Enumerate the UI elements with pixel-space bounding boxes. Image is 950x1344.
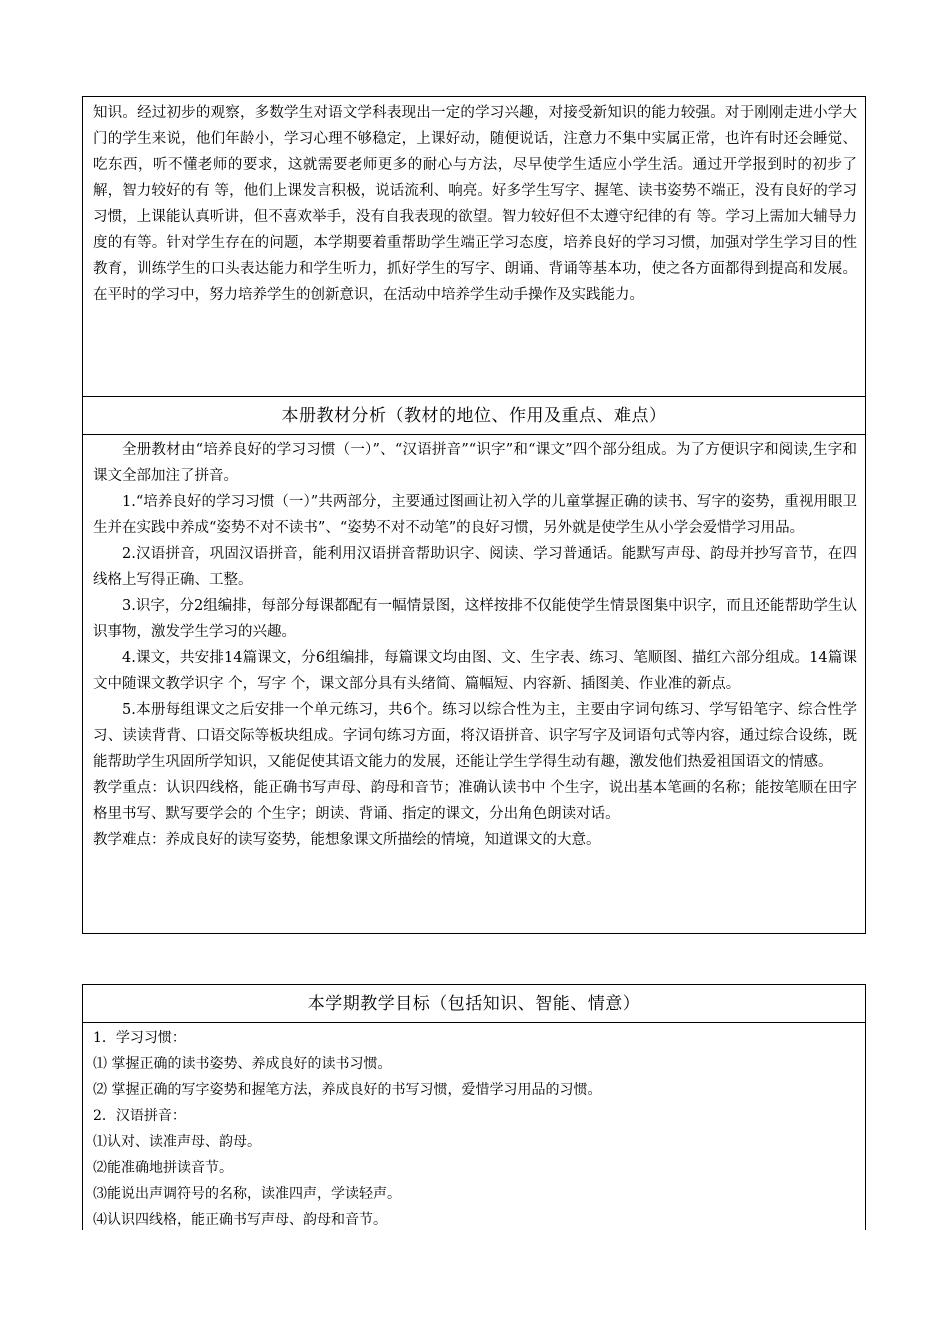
exercises-paragraph: 5.本册每组课文之后安排一个单元练习，共6个。练习以综合性为主，主要由字词句练习、学写铅笔字、综合性学习、读读背背、口语交际等板块组成。字词句练习方面，将汉语拼音、识字写字及词语句式等内容，通过综合设练，既能帮助学生巩固所学知识，又能促使其语文能力的发展，还能让学生学得生动有趣，激发他们热爱祖国语文的情感。 — [93, 702, 857, 770]
key-points-paragraph: 教学重点：认识四线格，能正确书写声母、韵母和音节；准确认读书中 个生字，说出基本笔画的名称；能按笔顺在田字格里书写、默写要学会的 个生字；朗读、背诵、指定的课文，分出角色朗读对话。 — [93, 780, 857, 822]
difficulties-paragraph: 教学难点：养成良好的读写姿势，能想象课文所描绘的情境，知道课文的大意。 — [93, 832, 601, 848]
student-analysis-box — [82, 96, 866, 397]
overview-paragraph: 全册教材由“培养良好的学习习惯（一）”、“汉语拼音”“识字”和“课文”四个部分组成。为了方便识字和阅读,生字和课文全部加注了拼音。 — [93, 442, 857, 484]
list-item: ⑴ 掌握正确的读书姿势、养成良好的读书习惯。 — [93, 1056, 392, 1072]
list-item: ⑵ 掌握正确的写字姿势和握笔方法，养成良好的书写习惯，爱惜学习用品的习惯。 — [93, 1082, 602, 1098]
textbook-analysis-box — [82, 396, 866, 934]
list-item: ⑴认对、读准声母、韵母。 — [93, 1134, 261, 1150]
literacy-paragraph: 3.识字，分2组编排，每部分每课都配有一幅情景图，这样按排不仅能使学生情景图集中识字，而且还能帮助学生认识事物，激发学生学习的兴趣。 — [93, 598, 857, 640]
list-item: 1．学习习惯： — [93, 1030, 186, 1046]
student-analysis-paragraph: 知识。经过初步的观察，多数学生对语文学科表现出一定的学习兴趣，对接受新知识的能力较强。对于刚刚走进小学大门的学生来说，他们年龄小，学习心理不够稳定，上课好动，随便说话，注意力不集中实属正常，也许有时还会睡觉、吃东西，听不懂老师的要求，这就需要老师更多的耐心与方法，尽早使学生适应小学生活。通过开学报到时的初步了解，智力较好的有 等，他们上课发言积极，说话流利、响亮。好多学生写字、握笔、读书姿势不端正，没有良好的学习习惯，上课能认真听讲，但不喜欢举手，没有自我表现的欲望。智力较好但不太遵守纪律的有 等。学习上需加大辅导力度的有等。针对学生存在的问题，本学期要着重帮助学生端正学习态度，培养良好的学习习惯，加强对学生学习目的性教育，训练学生的口头表达能力和学生听力，抓好学生的写字、朗诵、背诵等基本功，使之各方面都得到提高和发展。在平时的学习中，努力培养学生的创新意识，在活动中培养学生动手操作及实践能力。 — [93, 105, 857, 303]
list-item: ⑷认识四线格，能正确书写声母、韵母和音节。 — [93, 1212, 387, 1228]
habits-paragraph: 1.“培养良好的学习习惯（一）”共两部分，主要通过图画让初入学的儿童掌握正确的读书、写字的姿势，重视用眼卫生并在实践中养成“姿势不对不读书”、“姿势不对不动笔”的良好习惯，另外就是使学生从小学会爱惜学习用品。 — [93, 494, 857, 536]
textbook-analysis-heading: 本册教材分析（教材的地位、作用及重点、难点） — [83, 397, 865, 435]
pinyin-paragraph: 2.汉语拼音，巩固汉语拼音，能利用汉语拼音帮助识字、阅读、学习普通话。能默写声母、韵母并抄写音节，在四线格上写得正确、工整。 — [93, 546, 857, 588]
teaching-goals-box — [82, 984, 866, 1230]
teaching-goals-list — [83, 1023, 865, 1233]
teaching-goals-heading: 本学期教学目标（包括知识、智能、情意） — [83, 985, 865, 1023]
list-item: ⑶能说出声调符号的名称，读准四声，学读轻声。 — [93, 1186, 401, 1202]
list-item: 2．汉语拼音： — [93, 1108, 186, 1124]
textbook-analysis-body — [83, 435, 865, 853]
list-item: ⑵能准确地拼读音节。 — [93, 1160, 233, 1176]
student-analysis-text — [83, 97, 865, 308]
texts-paragraph: 4.课文，共安排14篇课文，分6组编排，每篇课文均由图、文、生字表、练习、笔顺图、描红六部分组成。14篇课文中随课文教学识字 个，写字 个，课文部分具有头绪简、篇幅短、内容新、插图美、作业准的新点。 — [93, 650, 857, 692]
